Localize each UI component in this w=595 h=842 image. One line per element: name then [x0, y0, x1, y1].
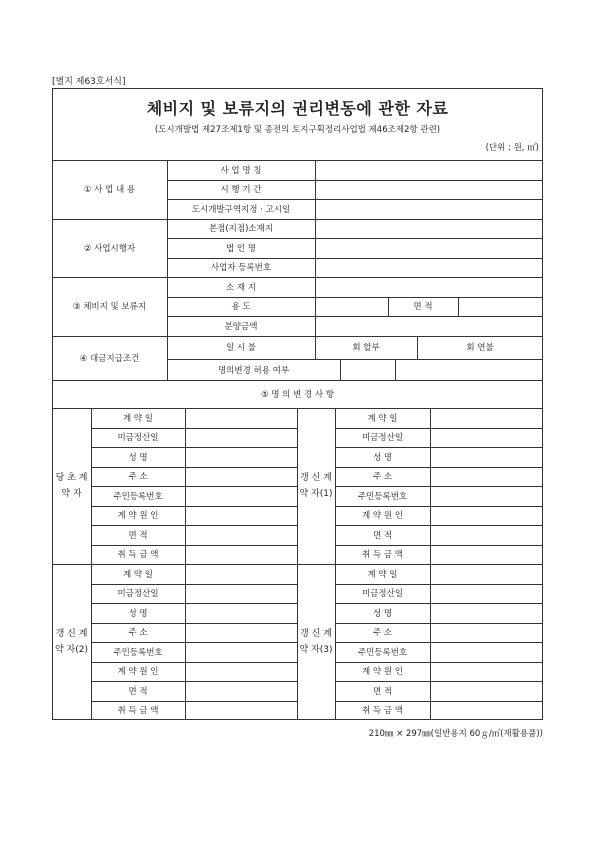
- section4-label: ④ 대금지급조건: [79, 353, 140, 364]
- contractor-renewed3-label: 갱 신 계 약 자(3): [299, 629, 333, 655]
- form-number-label: [별지 제63호서식]: [52, 77, 126, 87]
- contractor-field-label: 계 약 일: [367, 413, 398, 424]
- section2-row-field-0[interactable]: [315, 219, 543, 239]
- contractor-field-label: 성 명: [372, 452, 393, 463]
- contractor-field-label: 면 적: [128, 686, 148, 697]
- name-change-label: 명의변경 허용 여부: [217, 365, 290, 376]
- contractor-renewed1-value-6[interactable]: [430, 525, 543, 545]
- contractor-field-label: 계 약 일: [367, 569, 398, 580]
- contractor-renewed1-value-2[interactable]: [430, 447, 543, 467]
- section3-row-field-0[interactable]: [315, 277, 543, 297]
- page-title: 체비지 및 보류지의 권리변동에 관한 자료: [146, 99, 449, 118]
- contractor-renewed2-value-0[interactable]: [185, 564, 297, 584]
- contractor-renewed3-value-7[interactable]: [430, 701, 543, 721]
- contractor-field-label: 미금정산일: [117, 589, 159, 600]
- contractor-renewed2-value-6[interactable]: [185, 681, 297, 701]
- section3-label: ③ 체비지 및 보류지: [72, 302, 147, 313]
- contractor-field-label: 주민등록번호: [113, 491, 163, 502]
- unit-label: (단위 : 원, ㎡): [485, 143, 539, 153]
- contractor-original-label: 당 초 계 약 자: [55, 473, 88, 499]
- section3-area-field[interactable]: [458, 297, 543, 317]
- section2-row-field-2[interactable]: [315, 258, 543, 278]
- contractor-renewed3-value-0[interactable]: [430, 564, 543, 584]
- contractor-renewed3-value-3[interactable]: [430, 623, 543, 643]
- section2-row-label-0: 본점(지점)소재지: [208, 224, 274, 235]
- section1-row-label-2: 도시개발구역지정 · 고시일: [191, 204, 291, 215]
- contractor-original-value-1[interactable]: [185, 428, 297, 448]
- contractor-original-value-2[interactable]: [185, 447, 297, 467]
- contractor-original-value-5[interactable]: [185, 506, 297, 526]
- section1-row-field-1[interactable]: [315, 180, 543, 200]
- paper-spec: 210㎜ × 297㎜(일반용지 60ｇ/㎡(재활용품)): [368, 729, 543, 739]
- section1-row-field-2[interactable]: [315, 199, 543, 219]
- contractor-field-label: 취 득 금 액: [117, 706, 159, 717]
- contractor-field-label: 미금정산일: [361, 589, 404, 600]
- section3-row-field-2[interactable]: [315, 316, 543, 336]
- contractor-renewed2-value-4[interactable]: [185, 642, 297, 662]
- contractor-field-label: 미금정산일: [361, 433, 404, 444]
- contractor-renewed1-value-7[interactable]: [430, 545, 543, 565]
- contractor-renewed3-value-2[interactable]: [430, 603, 543, 623]
- contractor-renewed1-value-3[interactable]: [430, 467, 543, 487]
- contractor-renewed3-value-5[interactable]: [430, 662, 543, 682]
- page-subtitle: (도시개발법 제27조제1항 및 종전의 토지구획정리사업법 제46조제2항 관련): [154, 125, 441, 135]
- contractor-field-label: 미금정산일: [117, 433, 159, 444]
- contractor-field-label: 면 적: [128, 530, 148, 541]
- contractor-original-value-3[interactable]: [185, 467, 297, 487]
- contractor-renewed2-value-5[interactable]: [185, 662, 297, 682]
- contractor-field-label: 면 적: [372, 530, 393, 541]
- contractor-field-label: 주 소: [128, 628, 148, 639]
- contractor-renewed3-value-4[interactable]: [430, 642, 543, 662]
- contractor-renewed1-value-4[interactable]: [430, 486, 543, 506]
- contractor-field-label: 계 약 일: [122, 413, 154, 424]
- contractor-renewed1-value-0[interactable]: [430, 408, 543, 428]
- contractor-field-label: 계 약 원 인: [362, 667, 403, 678]
- grid-line: [395, 359, 396, 380]
- contractor-field-label: 성 명: [128, 452, 148, 463]
- section3-row-field-1[interactable]: [315, 297, 388, 317]
- section1-row-field-0[interactable]: [315, 160, 543, 180]
- grid-line: [297, 564, 298, 720]
- section2-row-label-1: 법 인 명: [225, 243, 257, 254]
- contractor-renewed2-value-7[interactable]: [185, 701, 297, 721]
- section2-row-field-1[interactable]: [315, 238, 543, 258]
- section1-row-label-1: 시 행 기 간: [220, 185, 262, 196]
- name-change-field[interactable]: [340, 359, 395, 380]
- contractor-field-label: 주민등록번호: [113, 647, 163, 658]
- contractor-field-label: 계 약 원 인: [362, 511, 403, 522]
- section3-row-label-0: 소 재 지: [225, 282, 257, 293]
- section1-row-label-0: 사 업 명 칭: [220, 165, 262, 176]
- contractor-renewed2-label: 갱 신 계 약 자(2): [55, 629, 88, 655]
- contractor-field-label: 취 득 금 액: [362, 706, 403, 717]
- contractor-renewed3-value-6[interactable]: [430, 681, 543, 701]
- contractor-field-label: 주 소: [128, 472, 148, 483]
- section2-label: ② 사업시행자: [83, 243, 136, 254]
- contractor-renewed1-value-5[interactable]: [430, 506, 543, 526]
- grid-line: [297, 408, 298, 564]
- contractor-renewed2-value-2[interactable]: [185, 603, 297, 623]
- contractor-field-label: 취 득 금 액: [362, 550, 403, 561]
- annual-payment-label: 회 연불: [466, 343, 494, 354]
- contractor-original-value-4[interactable]: [185, 486, 297, 506]
- section3-area-label: 면 적: [413, 302, 433, 313]
- contractor-field-label: 주 소: [372, 628, 393, 639]
- section1-label: ① 사 업 내 용: [83, 185, 136, 196]
- contractor-renewed1-label: 갱 신 계 약 자(1): [299, 473, 333, 499]
- contractor-original-value-7[interactable]: [185, 545, 297, 565]
- contractor-field-label: 취 득 금 액: [117, 550, 159, 561]
- contractor-field-label: 계 약 원 인: [117, 511, 159, 522]
- installment-label: 회 할부: [352, 343, 380, 354]
- contractor-original-value-0[interactable]: [185, 408, 297, 428]
- section2-row-label-2: 사업자 등록번호: [210, 263, 272, 274]
- contractor-field-label: 계 약 일: [122, 569, 154, 580]
- contractor-field-label: 성 명: [372, 608, 393, 619]
- contractor-original-value-6[interactable]: [185, 525, 297, 545]
- lump-sum-label: 일 시 불: [225, 343, 257, 354]
- contractor-renewed3-value-1[interactable]: [430, 584, 543, 604]
- section5-label: ⑤ 명 의 변 경 사 항: [260, 390, 335, 400]
- contractor-field-label: 성 명: [128, 608, 148, 619]
- contractor-field-label: 주민등록번호: [357, 491, 408, 502]
- contractor-field-label: 주민등록번호: [357, 647, 408, 658]
- contractor-field-label: 면 적: [372, 686, 393, 697]
- contractor-renewed2-value-3[interactable]: [185, 623, 297, 643]
- contractor-field-label: 주 소: [372, 472, 393, 483]
- contractor-renewed2-value-1[interactable]: [185, 584, 297, 604]
- contractor-field-label: 계 약 원 인: [117, 667, 159, 678]
- contractor-renewed1-value-1[interactable]: [430, 428, 543, 448]
- section3-row-label-1: 용 도: [231, 302, 251, 313]
- section3-row-label-2: 분양금액: [224, 321, 258, 332]
